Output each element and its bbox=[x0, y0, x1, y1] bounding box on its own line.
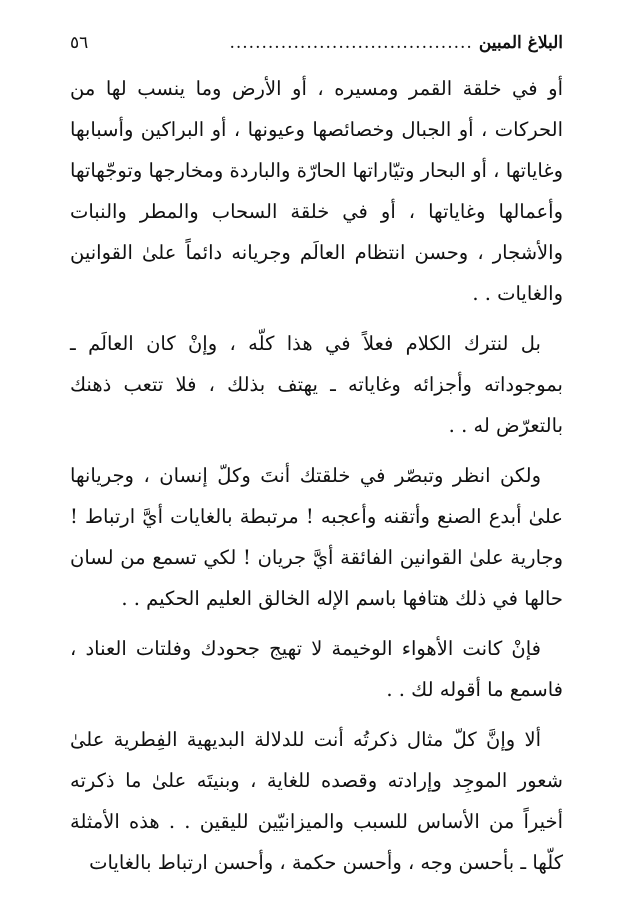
paragraph-5: ألا وإنَّ كلّ مثال ذكرتُه أنت للدلالة البديهية الفِطرية علىٰ شعور الموجِد وإرادته وقصده للغاية ، وبنيتَه علىٰ ما ذكرته أخيراً من الأساس للسبب والميزانيّين لليقين . . هذه الأمثلة كلّها ـ بأحسن وجه ، وأحسن حكمة ، وأحسن ارتباط بالغايات bbox=[70, 728, 563, 874]
body-text bbox=[70, 68, 563, 883]
page-number: ٥٦ bbox=[70, 33, 89, 53]
running-header bbox=[70, 28, 563, 58]
header-leader-dots: ...................................... bbox=[229, 33, 473, 53]
paragraph-1: أو في خلقة القمر ومسيره ، أو الأرض وما ينسب لها من الحركات ، أو الجبال وخصائصها وعيونها ، أو البراكين وأسبابها وغاياتها ، أو البحار وتيّاراتها الحارّة والباردة ومخارجها وتوجّهاتها وأعمالها وغاياتها ، أو في خلقة السحاب والمطر والنبات والأشجار ، وحسن انتظام العالَم وجريانه دائماً علىٰ القوانين والغايات . . bbox=[70, 77, 563, 305]
paragraph-4: فإنْ كانت الأهواء الوخيمة لا تهيج جحودك وفلتات العناد ، فاسمع ما أقوله لك . . bbox=[70, 637, 563, 701]
book-title: البلاغ المبين bbox=[478, 33, 563, 53]
paragraph-3: ولكن انظر وتبصّر في خلقتك أنتَ وكلّ إنسان ، وجريانها علىٰ أبدع الصنع وأتقنه وأعجبه ! مرتبطة بالغايات أيَّ ارتباط ! وجارية علىٰ القوانين الفائقة أيَّ جريان ! لكي تسمع من لسان حالها في ذلك هتافها باسم الإله الخالق العليم الحكيم . . bbox=[70, 464, 563, 610]
paragraph-2: بل لنترك الكلام فعلاً في هذا كلّه ، وإنْ كان العالَم ـ بموجوداته وأجزائه وغاياته ـ يهتف بذلك ، فلا تتعب ذهنك بالتعرّض له . . bbox=[70, 332, 563, 437]
